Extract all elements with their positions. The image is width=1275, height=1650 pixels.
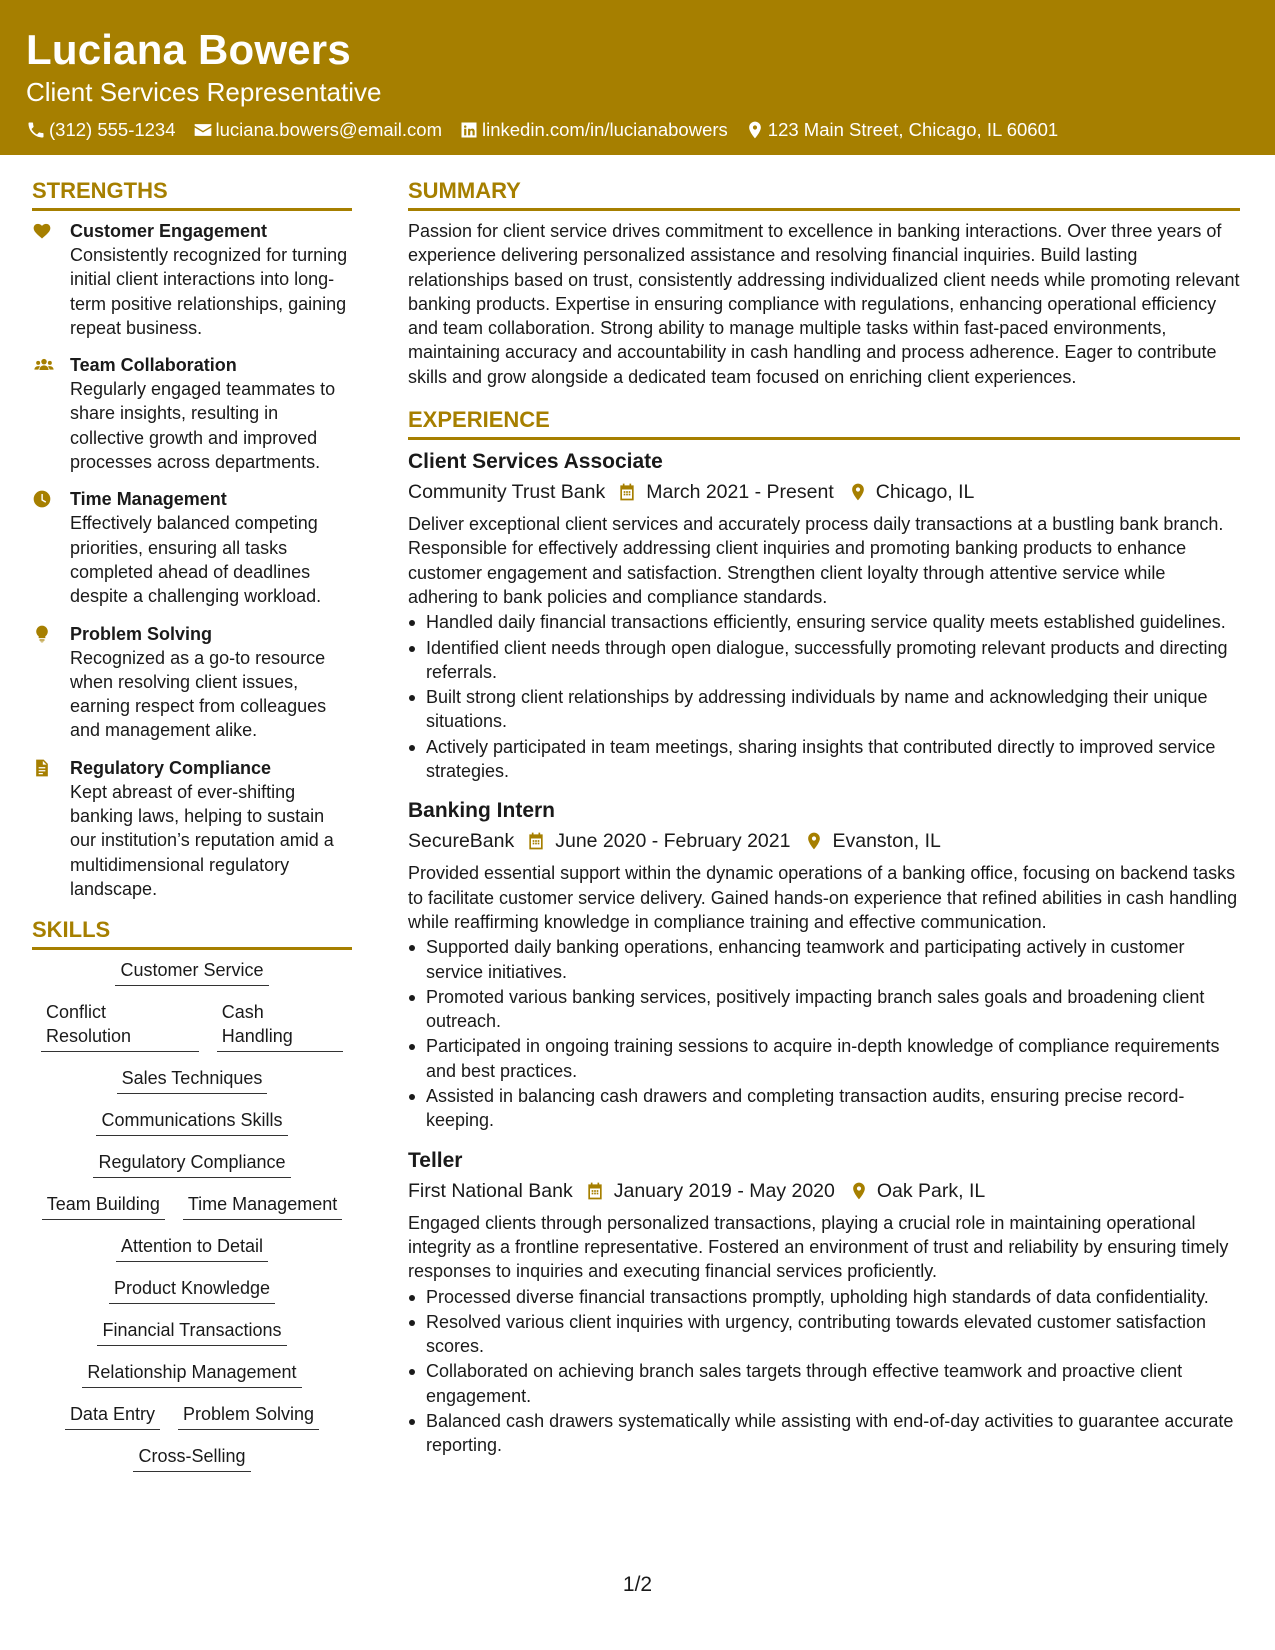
job-bullets: [408, 935, 1240, 1132]
email-text[interactable]: luciana.bowers@email.com: [215, 119, 442, 140]
skill-tag: Regulatory Compliance: [93, 1150, 290, 1178]
candidate-name: Luciana Bowers: [26, 26, 351, 73]
skill-tag: Product Knowledge: [109, 1276, 275, 1304]
skill-tag: Data Entry: [65, 1402, 160, 1430]
clock-icon: [32, 489, 52, 509]
job-description: Provided essential support within the dynamic operations of a banking office, focusing on backend tasks to facilitate customer service delivery. Gained hands-on experience that refined abilities in cash handling while reaffirming knowledge in compliance training and effective communication.: [408, 863, 1238, 932]
skill-tag: Time Management: [183, 1192, 342, 1220]
contact-phone: [26, 118, 176, 142]
job-title: Banking Intern: [408, 799, 556, 823]
job-bullets: [408, 1285, 1240, 1458]
resume-header: [0, 0, 1275, 155]
bullet-item: Handled daily financial transactions efficiently, ensuring service quality meets established guidelines.: [408, 610, 1240, 634]
phone-icon: [26, 120, 46, 140]
document-icon: [32, 758, 52, 778]
summary-heading: SUMMARY: [408, 176, 1240, 211]
job-dates: March 2021 - Present: [646, 481, 834, 504]
bullet-item: Supported daily banking operations, enhancing teamwork and participating actively in customer service initiatives.: [408, 935, 1240, 984]
contact-linkedin[interactable]: [459, 118, 728, 142]
map-pin-icon: [848, 482, 868, 502]
bullet-item: Actively participated in team meetings, sharing insights that contributed directly to improved service strategies.: [408, 735, 1240, 784]
calendar-icon: [617, 482, 637, 502]
candidate-title: Client Services Representative: [26, 77, 382, 107]
envelope-icon: [193, 120, 213, 140]
strength-title: Team Collaboration: [70, 355, 237, 376]
skills-list: [32, 958, 352, 1472]
map-pin-icon: [804, 831, 824, 851]
skill-tag: Conflict Resolution: [41, 1000, 199, 1052]
contact-address: [745, 118, 1058, 142]
map-pin-icon: [849, 1181, 869, 1201]
map-pin-icon: [745, 120, 765, 140]
strength-item: [32, 756, 352, 901]
bullet-item: Assisted in balancing cash drawers and completing transaction audits, ensuring precise record-keeping.: [408, 1084, 1240, 1133]
job-company: Community Trust Bank: [408, 481, 606, 504]
job-title: Client Services Associate: [408, 450, 663, 474]
job-entry: [408, 1147, 1240, 1458]
strength-item: [32, 219, 352, 340]
phone-text: (312) 555-1234: [49, 119, 176, 140]
strength-title: Regulatory Compliance: [70, 757, 272, 778]
strengths-heading: STRENGTHS: [32, 176, 352, 211]
bullet-item: Resolved various client inquiries with urgency, contributing towards elevated customer satisfaction scores.: [408, 1310, 1240, 1359]
strength-desc: Effectively balanced competing priorities, ensuring all tasks completed ahead of deadlines despite a challenging workload.: [70, 513, 322, 607]
strength-item: [32, 487, 352, 608]
strength-title: Customer Engagement: [70, 221, 268, 241]
linkedin-icon: [459, 120, 479, 140]
experience-heading: EXPERIENCE: [408, 405, 1240, 440]
job-location: Evanston, IL: [832, 830, 941, 853]
skills-heading: SKILLS: [32, 915, 352, 950]
skill-tag: Relationship Management: [82, 1360, 301, 1388]
skill-tag: Sales Techniques: [117, 1066, 268, 1094]
lightbulb-icon: [32, 624, 52, 644]
address-text: 123 Main Street, Chicago, IL 60601: [767, 119, 1059, 140]
strength-item: [32, 353, 352, 474]
job-company: First National Bank: [408, 1179, 573, 1202]
page-number: 1/2: [622, 1573, 653, 1596]
strength-title: Time Management: [70, 489, 227, 510]
job-entry: [408, 448, 1240, 783]
skill-tag: Cash Handling: [217, 1000, 343, 1052]
bullet-item: Participated in ongoing training sessions to acquire in-depth knowledge of compliance requirements and best practices.: [408, 1034, 1240, 1083]
job-meta: [408, 1177, 1240, 1205]
skill-tag: Cross-Selling: [133, 1444, 250, 1472]
right-column: [408, 176, 1240, 1472]
job-dates: January 2019 - May 2020: [613, 1179, 835, 1202]
skill-tag: Financial Transactions: [97, 1318, 286, 1346]
skill-tag: Attention to Detail: [116, 1234, 268, 1262]
strength-title: Problem Solving: [70, 623, 213, 644]
bullet-item: Built strong client relationships by addressing individuals by name and acknowledging their unique situations.: [408, 685, 1240, 734]
job-meta: [408, 827, 1240, 855]
job-location: Chicago, IL: [875, 481, 975, 504]
linkedin-text[interactable]: linkedin.com/in/lucianabowers: [482, 119, 728, 140]
heart-icon: [32, 221, 52, 241]
job-bullets: [408, 610, 1240, 783]
strength-desc: Kept abreast of ever-shifting banking laws, helping to sustain our institution’s reputation amid a multidimensional regulatory landscape.: [70, 781, 334, 899]
bullet-item: Processed diverse financial transactions promptly, upholding high standards of data confidentiality.: [408, 1285, 1240, 1309]
left-column: [32, 176, 352, 1486]
strength-desc: Regularly engaged teammates to share insights, resulting in collective growth and improved processes across departments.: [70, 379, 336, 473]
strength-desc: Consistently recognized for turning initial client interactions into long-term positive relationships, gaining repeat business.: [70, 245, 348, 338]
bullet-item: Collaborated on achieving branch sales targets through effective teamwork and proactive client engagement.: [408, 1359, 1240, 1408]
skill-tag: Communications Skills: [96, 1108, 287, 1136]
job-description: Engaged clients through personalized transactions, playing a crucial role in maintaining operational integrity as a frontline representative. Fostered an environment of trust and reliability by ensuring timely responses to inquiries and executing financial services proficiently.: [408, 1212, 1229, 1282]
strength-desc: Recognized as a go-to resource when resolving client issues, earning respect from colleagues and management alike.: [70, 647, 327, 741]
strength-item: [32, 622, 352, 743]
bullet-item: Identified client needs through open dialogue, successfully promoting relevant products and directing referrals.: [408, 636, 1240, 685]
calendar-icon: [526, 831, 546, 851]
job-location: Oak Park, IL: [876, 1179, 986, 1202]
bullet-item: Promoted various banking services, positively impacting branch sales goals and broadening client outreach.: [408, 985, 1240, 1034]
summary-text: Passion for client service drives commitment to excellence in banking interactions. Over three years of experience delivering personalized assistance and resolving financial inquiries. Build lasting relationships based on trust, consistently addressing individualized client needs while promoting relevant banking products. Expertise in ensuring compliance with regulations, enhancing operational efficiency and team collaboration. Strong ability to manage multiple tasks within fast-paced environments, maintaining accuracy and accountability in cash handling and process adherence. Eager to contribute skills and grow alongside a dedicated team focused on enriching client experiences.: [408, 221, 1240, 387]
skill-tag: Problem Solving: [178, 1402, 319, 1430]
job-title: Teller: [408, 1148, 463, 1172]
contact-bar: [26, 118, 1250, 142]
job-company: SecureBank: [408, 830, 515, 853]
job-entry: [408, 797, 1240, 1132]
skill-tag: Team Building: [42, 1192, 165, 1220]
contact-email[interactable]: [193, 118, 442, 142]
calendar-icon: [585, 1181, 605, 1201]
skill-tag: Customer Service: [115, 958, 268, 986]
job-description: Deliver exceptional client services and accurately process daily transactions at a bustling bank branch. Responsible for effectively addressing client inquiries and promoting banking products to enhance customer engagement and satisfaction. Strengthen client loyalty through attentive service while adhering to bank policies and compliance standards.: [408, 514, 1224, 607]
users-icon: [32, 355, 56, 375]
job-meta: [408, 478, 1240, 506]
bullet-item: Balanced cash drawers systematically while assisting with end-of-day activities to guarantee accurate reporting.: [408, 1409, 1240, 1458]
job-dates: June 2020 - February 2021: [555, 830, 791, 853]
